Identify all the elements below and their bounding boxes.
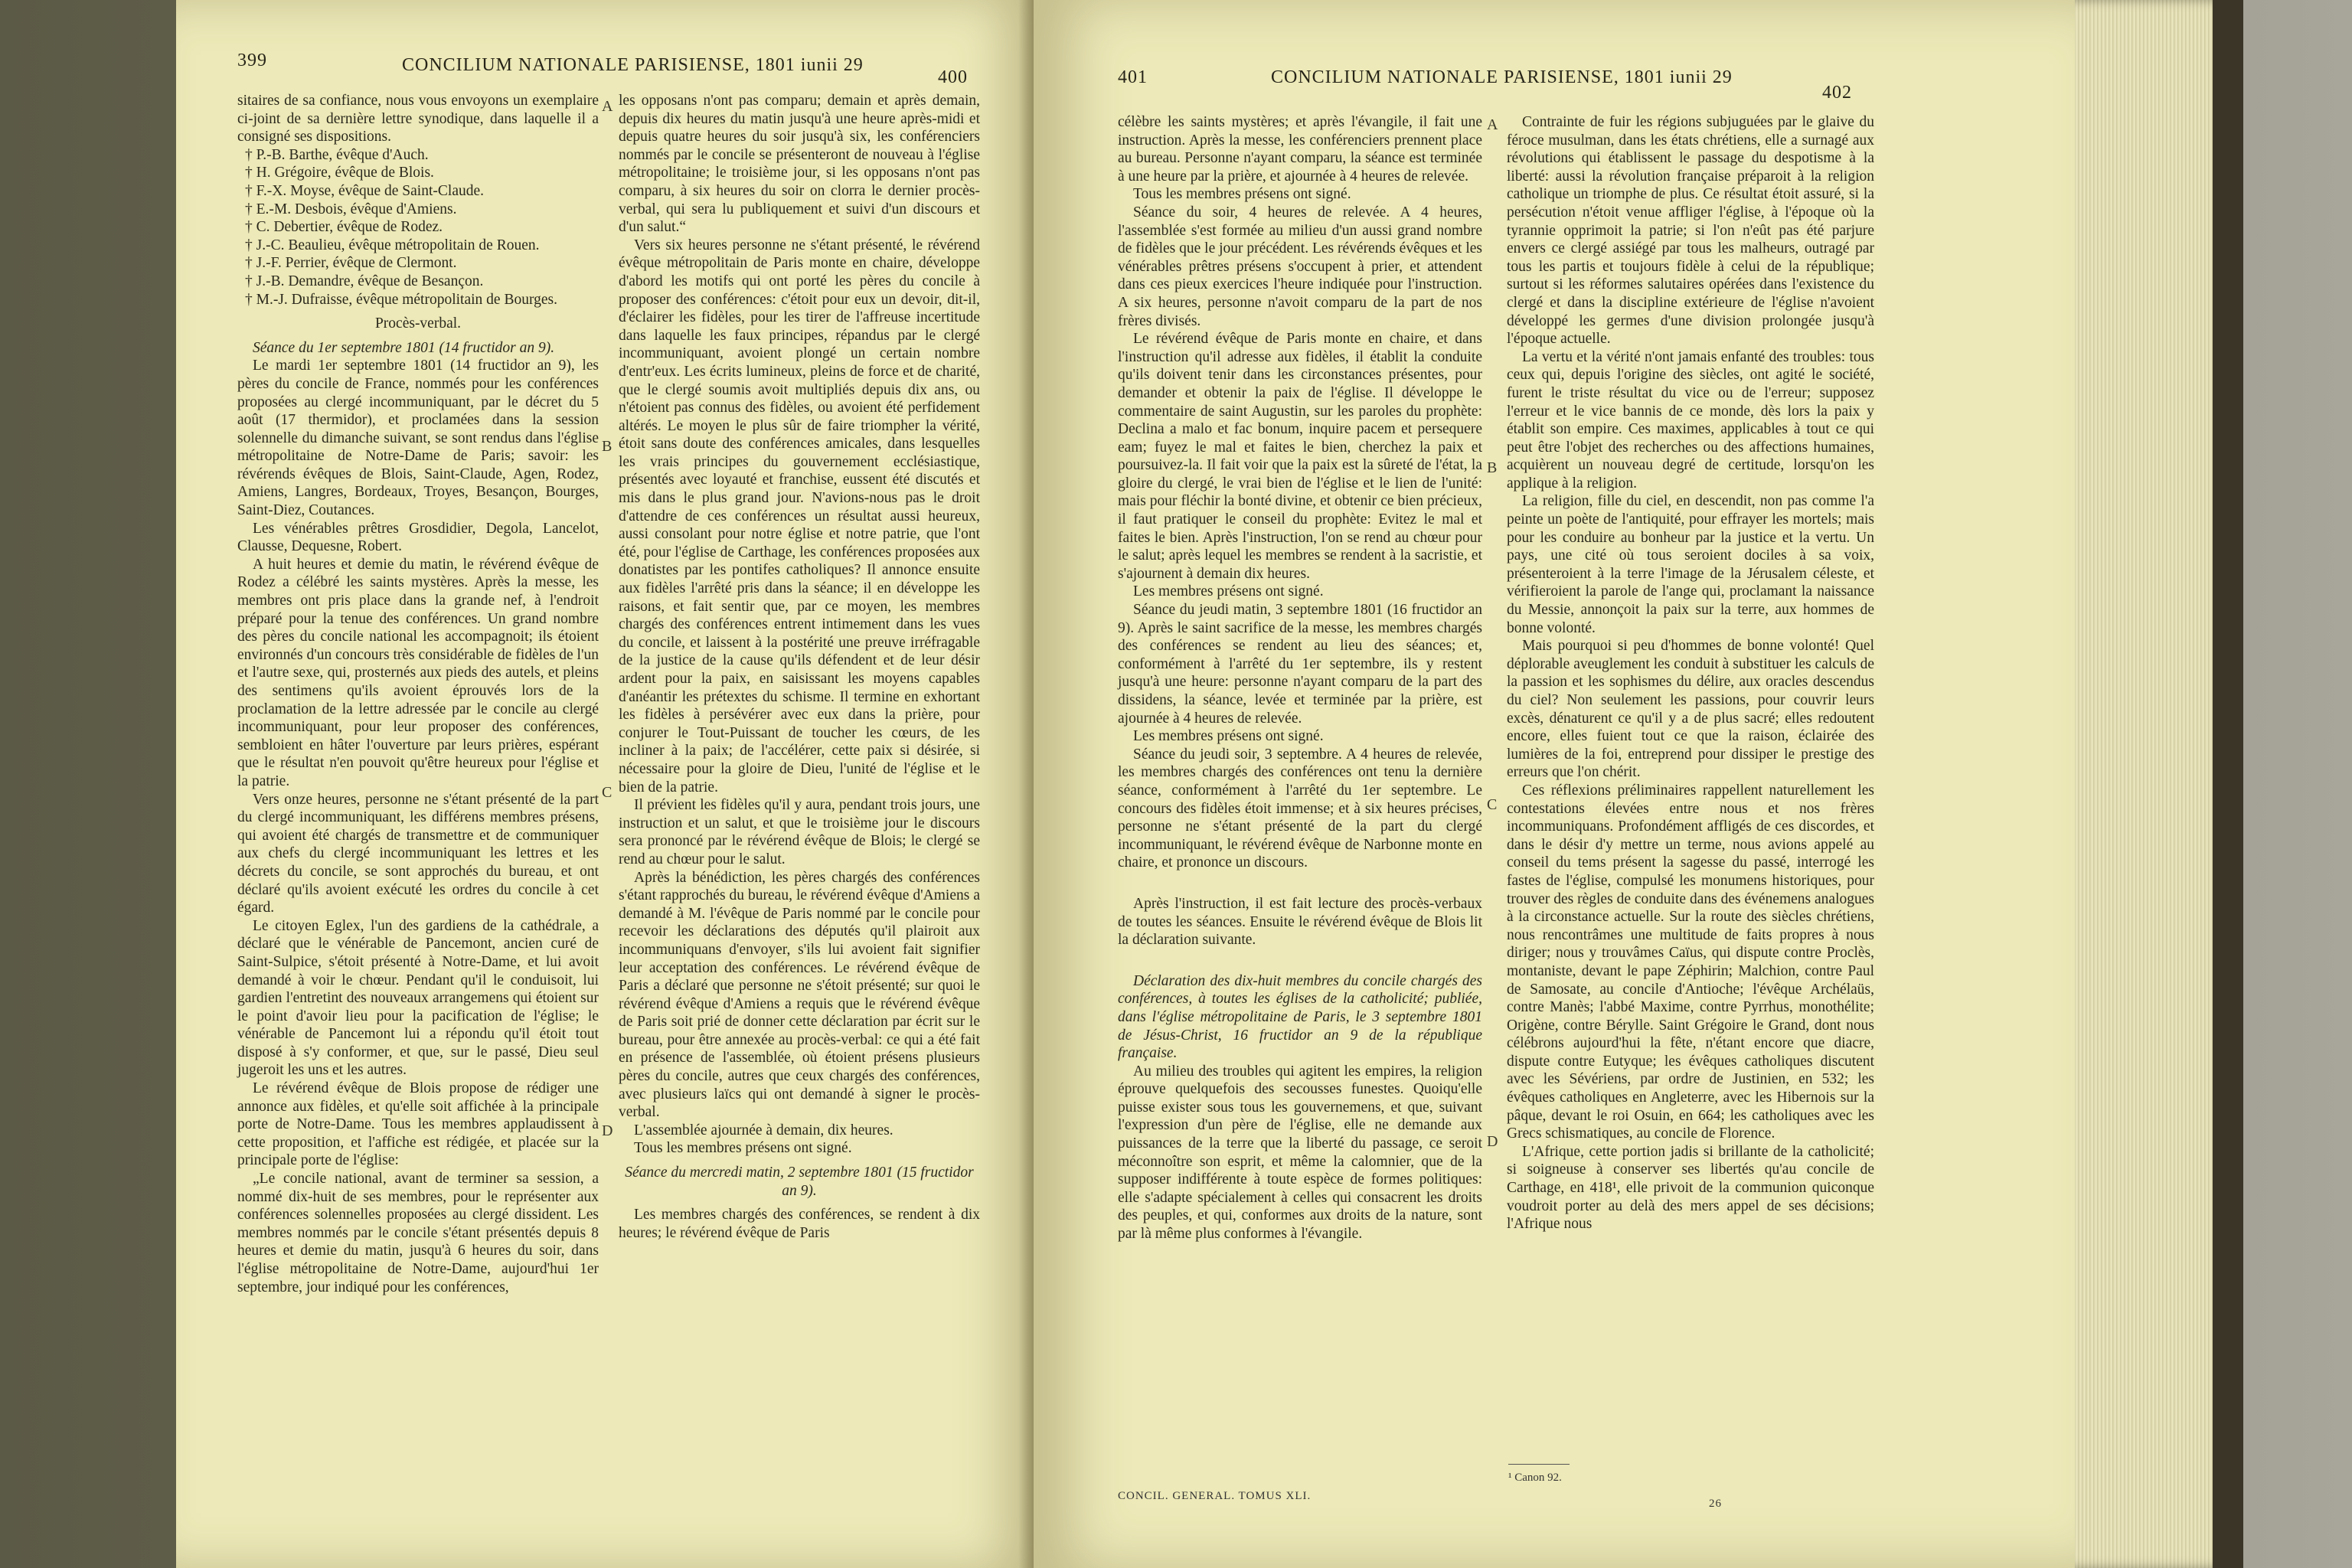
- left-page-column-2: [619, 92, 980, 1242]
- paragraph: „Le concile national, avant de terminer sa session, a nommé dix-huit de ses membres, pour le représenter aux conférences solennelles proposées au clergé dissident. Les membres nommés par le concile s'étant présentés depuis 8 heures et demie du matin, jusqu'à 6 heures du soir, dans l'église métropolitaine de Notre-Dame, aujourd'hui 1er septembre, jour indiqué pour les conférences,: [237, 1171, 599, 1295]
- paragraph: Les membres présens ont signé.: [1133, 583, 1324, 600]
- paragraph: Séance du soir, 4 heures de relevée. A 4 heures, l'assemblée s'est formée au milieu d'un aussi grand nombre de fidèles que le jour précédent. Les révérends évêques et les vénérables prêtres présens s'occupent à prier, et attendent dans ces pieux exercices l'heure indiquée pour l'instruction. A six heures, personne n'avoit comparu de la part de nos frères divisés.: [1118, 204, 1482, 329]
- footnote: ¹ Canon 92.: [1508, 1472, 1562, 1484]
- paragraph: les opposans n'ont pas comparu; demain et après demain, depuis dix heures du matin jusqu'à une heure après-midi et depuis quatre heures du soir jusqu'à six, les conférenciers nommés par le concile se présenteront de nouveau à l'église métropolitaine; le troisième jour, si les opposans n'ont pas comparu, à six heures du soir on clorra le dernier procès-verbal, qui sera lu publiquement et suivi d'un discours et d'un salut.“: [619, 93, 980, 236]
- left-page-column-1: [237, 92, 599, 1296]
- margin-letter-b: B: [1487, 459, 1498, 476]
- paragraph: Vers six heures personne ne s'étant présenté, le révérend évêque métropolitain de Paris monte en chaire, développe d'abord les motifs qui ont porté les pères du concile à proposer des conférences: c'étoit pour eux un devoir, dit-il, d'éclairer les fidèles, pour les tirer de l'affreuse incertitude dans laquelle les faux principes, répandus par le clergé incommuniquant, avoient plongé un certain nombre d'entr'eux. Les écrits lumineux, pleins de force et de charité, que le clergé soumis avoit multipliés depuis dix ans, ou n'étoient pas connus des fidèles, ou avoient été perfidement altérés. Le moyen le plus sûr de faire triompher la vérité, étoit sans doute des conférences amicales, dans lesquelles les vrais principes du gouvernement ecclésiastique, présentés avec loyauté et franchise, eussent été discutés et mis dans le plus grand jour. N'avions-nous pas le droit d'attendre de ces conférences un résultat aussi heureux, aussi consolant pour notre église et notre patrie, que l'ont été, pour l'église de Carthage, les conférences proposées aux donatistes par les pontifes catholiques? Il annonce ensuite aux fidèles l'arrêté pris dans la séance; il en développe les raisons, et fait sentir que, par ce moyen, les membres chargés des conférences entrent intimement dans les vues du concile, et laissent à la postérité une preuve irréfragable de la justice de la cause qu'ils défendent et de leur désir ardent pour la paix, en saisissant les moyens capables d'anéantir les prétextes du schisme. Il termine en exhortant les fidèles à persévérer avec eux dans la prière, pour conjurer le Tout-Puissant de toucher les cœurs, de les incliner à la paix; de l'accélérer, cette paix si désirée, si nécessaire pour la gloire de Dieu, l'unité de l'église et le bien de la patrie.: [619, 237, 980, 795]
- paragraph: Déclaration des dix-huit membres du concile chargés des conférences, à toutes les églises de la catholicité; publiée, dans l'église métropolitaine de Paris, le 3 septembre 1801 de Jésus-Christ, 16 fructidor an 9 de la république française.: [1118, 972, 1482, 1062]
- paragraph: Le mardi 1er septembre 1801 (14 fructidor an 9), les pères du concile de France, nommés pour les conférences proposées au clergé incommuniquant, par le décret du 5 août (17 thermidor), et proclamées dans la session solennelle du dimanche suivant, se sont rendus dans l'église métropolitaine de Notre-Dame de Paris; savoir: les révérends évêques de Blois, Saint-Claude, Agen, Rodez, Amiens, Langres, Bordeaux, Troyes, Besançon, Bourges, Saint-Diez, Coutances.: [237, 358, 599, 519]
- paragraph: Le citoyen Eglex, l'un des gardiens de la cathédrale, a déclaré que le vénérable de Pancemont, ancien curé de Saint-Sulpice, s'étoit présenté à Notre-Dame, et lui avoit demandé à voir le chœur. Pendant qu'il le conduisoit, lui gardien l'entretint des nouveaux arrangemens qui étoient sur le point d'avoir lieu pour la pacification de l'église; le vénérable de Pancemont lui a répondu qu'il étoit tout disposé à s'y conformer, et que, sur le passé, Dieu seul jugeroit les uns et les autres.: [237, 917, 599, 1079]
- paragraph: Séance du jeudi soir, 3 septembre. A 4 heures de relevée, les membres chargés des conférences ont tenu la dernière séance, conformément à l'arrêté du 1er septembre. Le concours des fidèles étoit immense; et à six heures précises, personne ne s'étant présenté de la part du clergé incommuniquant, le révérend évêque de Narbonne monte en chaire, et prononce un discours.: [1118, 746, 1482, 871]
- left-page-header: [176, 51, 1034, 87]
- book-page-edges: [2067, 0, 2228, 1568]
- right-page-header: [1034, 51, 2075, 103]
- margin-letter-a: A: [1487, 116, 1498, 133]
- paragraph: † H. Grégoire, évêque de Blois.: [245, 165, 434, 181]
- paragraph: Tous les membres présens ont signé.: [1133, 186, 1351, 203]
- page-number-400: 400: [938, 67, 968, 87]
- book-cover: [2213, 0, 2243, 1568]
- margin-letter-d: D: [602, 1122, 613, 1139]
- paragraph: † J.-F. Perrier, évêque de Clermont.: [245, 255, 457, 272]
- paragraph: La vertu et la vérité n'ont jamais enfanté des troubles: tous ceux qui, depuis l'origine des siècles, ont agité le société, furent le triste résultat du vice ou de l'erreur; supposez l'erreur et le vice bannis de ce monde, dès lors la paix y établit son empire. Ces maximes, applicables à tout ce qui peut être l'objet des recherches ou des affections humaines, acquièrent un nouveau degré de certitude, lorsqu'on les applique à la religion.: [1507, 348, 1874, 492]
- paragraph: Au milieu des troubles qui agitent les empires, la religion éprouve quelquefois des secousses funestes. Quoiqu'elle puisse exister sous tous les gouvernemens, et que, suivant l'expression d'un père de l'église, elle ne demande aux puissances de la terre que la liberté du passage, ce seroit méconnoître son esprit, et même la calomnier, que de la supposer indifférente à toute espèce de formes politiques: elle s'adapte spécialement à celles qui consacrent les droits des peuples, et qui, conformes aux droits de la nature, sont par là même plus conformes à l'évangile.: [1118, 1063, 1482, 1243]
- paragraph: † J.-B. Demandre, évêque de Besançon.: [245, 273, 484, 289]
- right-page-column-1: [1118, 113, 1482, 1243]
- paragraph: A huit heures et demie du matin, le révérend évêque de Rodez a célébré les saints mystères. Après la messe, les membres ont pris place dans la grande nef, à l'endroit préparé pour la tenue des conférences. Un grand nombre des pères du concile national les accompagnoit; ils étoient environnés d'un concours très considérable de fidèles de l'un et l'autre sexe, qui, prosternés aux pieds des autels, et pleins des sentimens qu'ils avoient éprouvés lors de la proclamation de la lettre adressée par le concile au clergé incommuniquant, pour leur proposer des conférences, sembloient en hâter l'ouverture par leurs prières, espérant que le résultat n'en pouvoit qu'être heureux pour l'église et la patrie.: [237, 556, 599, 789]
- footer-volume: CONCIL. GENERAL. TOMUS XLI.: [1118, 1490, 1312, 1502]
- paragraph: Séance du mercredi matin, 2 septembre 1801 (15 fructidor an 9).: [625, 1165, 974, 1199]
- paragraph: La religion, fille du ciel, en descendit, non pas comme l'a peinte un poète de l'antiquité, pour effrayer les mortels; mais pour les conduire au bonheur par la justice et la vertu. Un pays, une cité où tous seroient dociles à sa voix, présenteroient à la terre l'image de la Jérusalem céleste, et vérifieroient la parole de l'ange qui, proclamant la naissance du Messie, annonçoit la paix sur la terre, aux hommes de bonne volonté.: [1507, 493, 1874, 636]
- footer-signature-mark: 26: [1709, 1498, 1722, 1510]
- margin-letter-b: B: [602, 438, 612, 455]
- paragraph: Il prévient les fidèles qu'il y aura, pendant trois jours, une instruction et un salut, et que le troisième jour le discours sera prononcé par le révérend évêque de Blois; le clergé se rend au chœur pour le salut.: [619, 797, 980, 867]
- paragraph: Procès-verbal.: [374, 315, 462, 332]
- paragraph: Vers onze heures, personne ne s'étant présenté de la part du clergé incommuniquant, les différens membres présens, qui avoient été chargés de transmettre et de communiquer aux chefs du clergé incommuniquant les lettres et les décrets du concile, se sont approchés du bureau, et ont déclaré qu'ils avoient exécuté les ordres du concile à cet égard.: [237, 791, 599, 916]
- paragraph: L'assemblée ajournée à demain, dix heures.: [634, 1122, 893, 1138]
- paragraph: † C. Debertier, évêque de Rodez.: [245, 219, 443, 236]
- running-title: CONCILIUM NATIONALE PARISIENSE, 1801 iunii 29: [1271, 67, 1733, 87]
- paragraph: † M.-J. Dufraisse, évêque métropolitain de Bourges.: [245, 291, 557, 308]
- left-page: [176, 0, 1034, 1568]
- paragraph: L'Afrique, cette portion jadis si brillante de la catholicité; si soigneuse à conserver ses libertés qu'au concile de Carthage, en 418¹, elle privoit de la communion quiconque voudroit porter au delà des mers appel de ses décisions; l'Afrique nous: [1507, 1143, 1874, 1233]
- margin-letter-c: C: [1487, 796, 1498, 813]
- running-title: CONCILIUM NATIONALE PARISIENSE, 1801 iunii 29: [402, 55, 864, 75]
- margin-letter-d: D: [1487, 1133, 1498, 1150]
- paragraph: † P.-B. Barthe, évêque d'Auch.: [245, 146, 429, 163]
- paragraph: Contrainte de fuir les régions subjuguées par le glaive du féroce musulman, dans les états chrétiens, elle a surnagé aux révolutions qui établissent le passage du despotisme à la liberté: aussi la révolution française préparoit à la religion catholique un triomphe de plus. Ce résultat étoit assuré, si la persécution n'étoit venue affliger l'église, à l'époque où la tyrannie opprimoit la patrie; si l'on n'eût pas été parjure envers ce clergé assiégé par tous les malheurs, outragé par tous les partis et toujours fidèle à celui de la république; surtout si les réformes salutaires opérées dans l'existence du clergé et dans la discipline extérieure de l'église n'avoient développé les germes d'une division prolongée jusqu'à l'époque actuelle.: [1507, 114, 1874, 348]
- paragraph: Les vénérables prêtres Grosdidier, Degola, Lancelot, Clausse, Dequesne, Robert.: [237, 520, 599, 555]
- paragraph: † E.-M. Desbois, évêque d'Amiens.: [245, 201, 457, 217]
- paragraph: Après la bénédiction, les pères chargés des conférences s'étant rapprochés du bureau, le révérend évêque d'Amiens a demandé à M. l'évêque de Paris nommé par le concile pour recevoir les déclarations des députés qu'il plairoit aux incommuniquans d'envoyer, s'ils lui avoient fait signifier leur acceptation des conférences. Le révérend évêque de Paris a déclaré que personne ne s'étoit présenté; sur quoi le révérend évêque d'Amiens a requis que le révérend évêque de Paris soit prié de donner cette déclaration par écrit sur le bureau, pour être annexée au procès-verbal: ce qui a été fait en présence de l'assemblée, où étoient présens plusieurs pères du concile, autres que ceux chargés des conférences, avec plusieurs laïcs qui ont demandé à signer le procès-verbal.: [619, 869, 980, 1121]
- paragraph: Tous les membres présens ont signé.: [634, 1140, 852, 1157]
- paragraph: Séance du jeudi matin, 3 septembre 1801 (16 fructidor an 9). Après le saint sacrifice de la messe, les membres chargés des conférences se rendent au lieu des séances; et, conformément à l'arrêté du 1er septembre, ils y restent jusqu'à une heure: personne n'ayant comparu de la part des dissidens, la séance, levée et terminée par la prière, est ajournée à 4 heures de relevée.: [1118, 602, 1482, 727]
- margin-letter-c: C: [602, 784, 612, 801]
- paragraph: Ces réflexions préliminaires rappellent naturellement les contestations élevées entre nous et nos frères incommuniquans. Profondément affligés de ces discordes, et dans le désir d'y mettre un terme, nous avions appelé au conseil du tems présent la sagesse du passé, interrogé les fastes de l'église, compulsé les monumens historiques, pour trouver des règles de conduite dans des événemens analogues à la circonstance actuelle. Sur la route des siècles chrétiens, nous rencontrâmes une multitude de faits propres à nous diriger; nous y trouvâmes Caïus, qui dispute contre Proclès, montaniste, devant le pape Zéphirin; Malchion, contre Paul de Samosate, au concile d'Antioche; l'évêque Archélaüs, contre Manès; l'abbé Maxime, contre Pyrrhus, monothélite; Origène, contre Bérylle. Saint Grégoire le Grand, dont nous célébrons aujourd'hui la fête, n'étant encore que diacre, dispute contre Eutyque; les évêques catholiques discutent avec les Sévériens, par ordre de Justinien, en 532; les évêques catholiques en Angleterre, avec les Hibernois sur la pâque, devant le roi Osuin, en 664; les catholiques avec les Grecs schismatiques, au concile de Florence.: [1507, 782, 1874, 1142]
- margin-letter-a: A: [602, 98, 613, 115]
- page-number-399: 399: [237, 51, 267, 70]
- right-page: [1034, 0, 2075, 1568]
- paragraph: Séance du 1er septembre 1801 (14 fructidor an 9).: [253, 339, 555, 356]
- paragraph: Mais pourquoi si peu d'hommes de bonne volonté! Quel déplorable aveuglement les conduit à substituer les calculs de la passion et les sophismes du délire, aux oracles descendus du ciel? Non seulement les passions, pour couvrir leurs excès, dénaturent ce qu'il y a de plus sacré; elles redoutent encore, elles fuient tout ce que la raison, éclairée des lumières de la foi, entreprend pour dissiper le prestige des erreurs que l'on chérit.: [1507, 638, 1874, 781]
- paragraph: Après l'instruction, il est fait lecture des procès-verbaux de toutes les séances. Ensuite le révérend évêque de Blois lit la déclaration suivante.: [1118, 895, 1482, 949]
- paragraph: Les membres présens ont signé.: [1133, 728, 1324, 745]
- paragraph: Les membres chargés des conférences, se rendent à dix heures; le révérend évêque de Paris: [619, 1207, 980, 1241]
- page-number-401: 401: [1118, 67, 1148, 87]
- paragraph: célèbre les saints mystères; et après l'évangile, il fait une instruction. Après la messe, les conférenciers prennent place au bureau. Personne n'ayant comparu, la séance est terminée à une heure par la prière, et ajournée à 4 heures de relevée.: [1118, 114, 1482, 185]
- page-number-402: 402: [1822, 83, 1852, 103]
- paragraph: † F.-X. Moyse, évêque de Saint-Claude.: [245, 182, 484, 199]
- paragraph: † J.-C. Beaulieu, évêque métropolitain de Rouen.: [245, 237, 540, 253]
- footnote-rule: [1508, 1464, 1570, 1465]
- paragraph: Le révérend évêque de Paris monte en chaire, et dans l'instruction qu'il adresse aux fidèles, il établit la conduite qu'ils doivent tenir dans les circonstances présentes, pour demander et obtenir la paix de l'église. Il développe le commentaire de saint Augustin, sur les paroles du prophète: Declina a malo et fac bonum, inquire pacem et persequere eam; fuyez le mal et faites le bien, cherchez la paix et poursuivez-la. Il fait voir que la paix est la sûreté de l'état, la gloire du clergé, le vrai bien de l'église et le lien de l'unité: mais pour fléchir la bonté divine, et obtenir ce bien précieux, il faut pratiquer le conseil du prophète: Evitez le mal et faites le bien. Après l'instruction, l'on se rend au chœur pour le salut; après lequel les membres se rendent à la sacristie, et s'ajournent à demain dix heures.: [1118, 331, 1482, 582]
- paragraph: Le révérend évêque de Blois propose de rédiger une annonce aux fidèles, et qu'elle soit affichée à la principale porte de Notre-Dame. Tous les membres applaudissent à cette proposition, et l'affiche est rédigée, et placée sur la principale porte de l'église:: [237, 1080, 599, 1169]
- right-page-column-2: [1507, 113, 1874, 1233]
- paragraph: sitaires de sa confiance, nous vous envoyons un exemplaire ci-joint de sa dernière lettre synodique, dans laquelle il a consigné ses dispositions.: [237, 93, 599, 145]
